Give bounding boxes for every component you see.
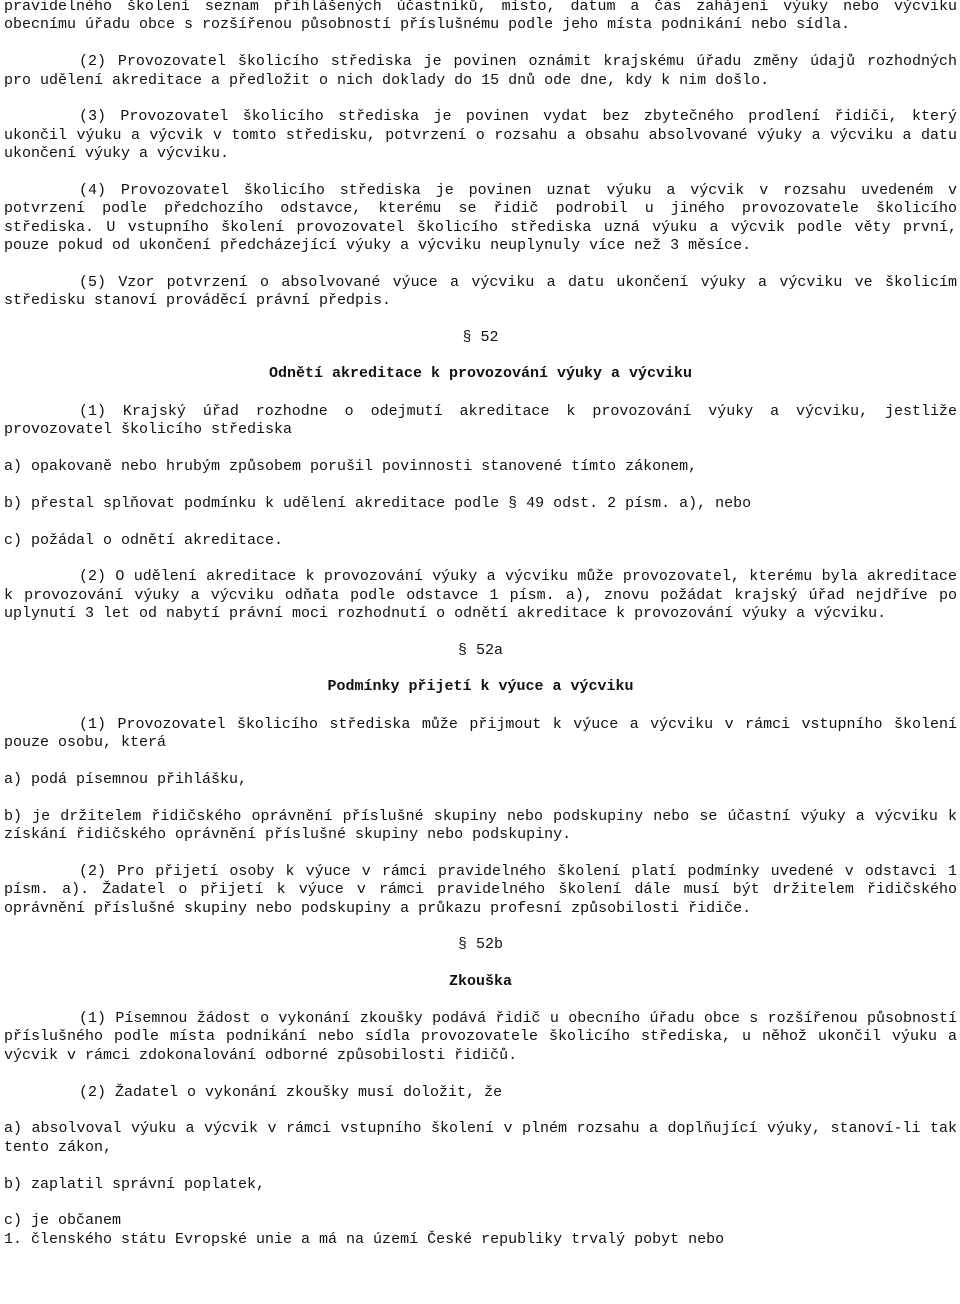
s51-paragraph-4: (4) Provozovatel školicího střediska je povinen uznat výuku a výcvik v rozsahu uvedeném v potvrzení podle předchozího odstavce, kterému se řidič podrobil u jiného provozovatele školicího střediska. U vstupního školení provozovatel školicího střediska uzná výuku a výcvik podle věty první, pouze pokud od ukončení předcházející výuky a výcviku neuplynuly více než 3 měsíce.	[4, 182, 957, 255]
s51-paragraph-5: (5) Vzor potvrzení o absolvované výuce a výcviku a datu ukončení výuky a výcviku ve školicím středisku stanoví prováděcí právní předpis.	[4, 274, 957, 310]
document-page	[4, 0, 957, 1249]
section-52a-sign: § 52a	[457, 642, 503, 660]
s52b-paragraph-1: (1) Písemnou žádost o vykonání zkoušky podává řidič u obecního úřadu obce s rozšířenou působností příslušného podle místa podnikání nebo sídla provozovatele školicího střediska, u něhož ukončil výuku a výcvik v rámci zdokonalování odborné způsobilosti řidičů.	[4, 1010, 957, 1064]
s52a-paragraph-2: (2) Pro přijetí osoby k výuce v rámci pravidelného školení platí podmínky uvedené v odstavci 1 písm. a). Žadatel o přijetí k výuce v rámci pravidelného školení dále musí být držitelem řidičského oprávnění příslušné skupiny nebo podskupiny a průkazu profesní způsobilosti řidiče.	[4, 862, 957, 917]
section-52a-title: Podmínky přijetí k výuce a výcviku	[327, 678, 634, 696]
s52b-item-b: b) zaplatil správní poplatek,	[4, 1175, 266, 1193]
intro-paragraph: pravidelného školení seznam přihlášených účastníků, místo, datum a čas zahájení výuky nebo výcviku obecnímu úřadu obce s rozšířenou působností příslušnému podle jeho místa podnikání nebo sídla.	[4, 0, 957, 34]
s51-paragraph-2: (2) Provozovatel školicího střediska je povinen oznámit krajskému úřadu změny údajů rozhodných pro udělení akreditace a předložit o nich doklady do 15 dnů ode dne, kdy k nim došlo.	[4, 53, 957, 89]
section-52-sign: § 52	[462, 329, 499, 347]
s52-item-b: b) přestal splňovat podmínku k udělení akreditace podle § 49 odst. 2 písm. a), nebo	[4, 494, 752, 512]
s52-item-c: c) požádal o odnětí akreditace.	[4, 531, 284, 549]
s52-paragraph-2: (2) O udělení akreditace k provozování výuky a výcviku může provozovatel, kterému byla akreditace k provozování výuky a výcviku odňata podle odstavce 1 písm. a), znovu požádat krajský úřad nejdříve po uplynutí 3 let od nabytí právní moci rozhodnutí o odnětí akreditace k provozování výuky a výcviku.	[4, 568, 957, 623]
s52b-item-a: a) absolvoval výuku a výcvik v rámci vstupního školení v plném rozsahu a doplňující výuky, stanoví-li tak tento zákon,	[4, 1120, 957, 1156]
s51-paragraph-3: (3) Provozovatel školicího střediska je povinen vydat bez zbytečného prodlení řidiči, který ukončil výuku a výcvik v tomto středisku, potvrzení o rozsahu a obsahu absolvované výuky a výcviku a datu ukončení výuky a výcviku.	[4, 108, 957, 163]
s52b-paragraph-2: (2) Žadatel o vykonání zkoušky musí doložit, že	[79, 1083, 503, 1101]
s52a-item-a: a) podá písemnou přihlášku,	[4, 770, 248, 788]
s52b-item-c-1: 1. členského státu Evropské unie a má na území České republiky trvalý pobyt nebo	[4, 1230, 725, 1248]
section-52b-sign: § 52b	[457, 936, 503, 954]
s52-item-a: a) opakovaně nebo hrubým způsobem porušil povinnosti stanovené tímto zákonem,	[4, 458, 698, 476]
s52a-item-b: b) je držitelem řidičského oprávnění příslušné skupiny nebo podskupiny nebo se účastní výuky a výcviku k získání řidičského oprávnění příslušné skupiny nebo podskupiny.	[4, 807, 957, 844]
s52-paragraph-1: (1) Krajský úřad rozhodne o odejmutí akreditace k provozování výuky a výcviku, jestliže provozovatel školicího střediska	[4, 402, 957, 439]
s52b-item-c: c) je občanem	[4, 1212, 122, 1230]
section-52-title: Odnětí akreditace k provozování výuky a výcviku	[268, 365, 693, 383]
s52a-paragraph-1: (1) Provozovatel školicího střediska může přijmout k výuce a výcviku v rámci vstupního školení pouze osobu, která	[4, 715, 957, 752]
section-52b-title: Zkouška	[448, 972, 512, 990]
